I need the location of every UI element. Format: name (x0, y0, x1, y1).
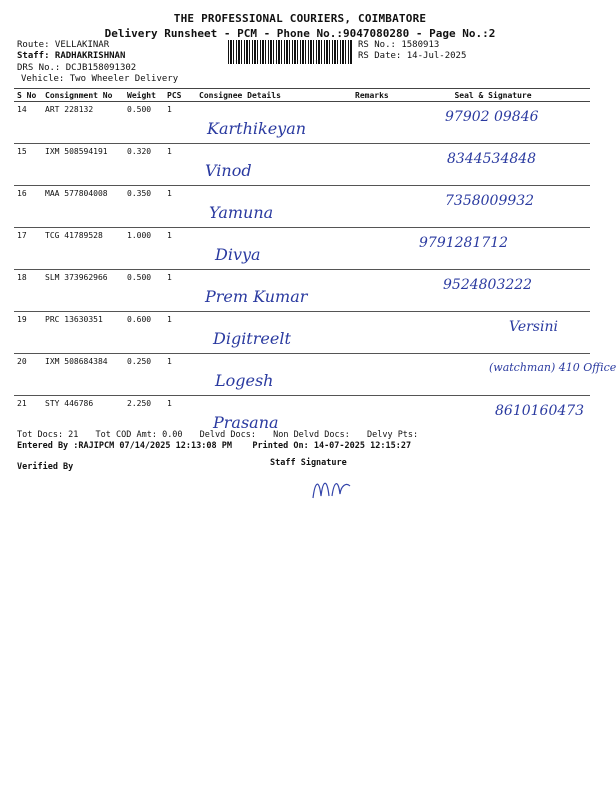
totals-line (17, 430, 430, 440)
table-row (14, 144, 590, 186)
staff-signature-label: Staff Signature (270, 458, 347, 468)
row-weight: 0.250 (124, 354, 164, 396)
row-pcs: 1 (164, 102, 196, 144)
row-pcs: 1 (164, 144, 196, 186)
row-weight: 0.500 (124, 102, 164, 144)
verified-by-label: Verified By (17, 462, 74, 472)
row-consignment-no: ART 228132 (42, 102, 124, 144)
row-pcs: 1 (164, 354, 196, 396)
row-signature-handwritten: 8344534848 (447, 151, 537, 167)
row-pcs: 1 (164, 312, 196, 354)
row-pcs: 1 (164, 270, 196, 312)
row-weight: 2.250 (127, 399, 152, 408)
delivered-docs: Delvd Docs: (199, 430, 256, 440)
row-consignment-no: IXM 508594191 (42, 144, 124, 186)
table-row (14, 270, 590, 312)
row-consignment-no: PRC 13630351 (42, 312, 124, 354)
row-weight: 0.320 (124, 144, 164, 186)
row-consignee-handwritten: Digitreelt (213, 329, 291, 348)
row-weight: 0.500 (124, 270, 164, 312)
row-sno: 21 (17, 399, 27, 408)
runsheet-table (14, 88, 616, 437)
route-label: Route: VELLAKINAR (17, 40, 110, 50)
col-pcs: PCS (164, 89, 196, 102)
row-weight: 0.350 (124, 186, 164, 228)
row-sno: 15 (14, 144, 42, 186)
row-signature-handwritten: (watchman) 410 Office (489, 361, 616, 374)
col-remarks: Remarks (352, 89, 396, 102)
row-consignment-no: STY 446786 (45, 399, 94, 408)
row-signature-handwritten: 9524803222 (443, 277, 533, 293)
staff-signature-mark (310, 472, 360, 504)
rs-date: RS Date: 14-Jul-2025 (358, 51, 467, 61)
row-signature-handwritten: 97902 09846 (445, 109, 539, 125)
table-row (14, 354, 590, 396)
table-row (14, 312, 590, 354)
non-delivered-docs: Non Delvd Docs: (273, 430, 350, 440)
rs-number: RS No.: 1580913 (358, 40, 440, 50)
delivery-points: Delvy Pts: (366, 430, 419, 440)
row-pcs: 1 (167, 399, 172, 408)
entry-info-line (17, 441, 411, 451)
table-row (14, 228, 590, 270)
row-weight: 0.600 (124, 312, 164, 354)
row-consignee-handwritten: Divya (215, 245, 261, 264)
row-signature-handwritten: 8610160473 (495, 403, 585, 419)
col-consignee: Consignee Details (196, 89, 352, 102)
row-sno: 19 (14, 312, 42, 354)
row-consignee-handwritten: Prem Kumar (205, 287, 308, 306)
row-weight: 1.000 (124, 228, 164, 270)
col-signature: Seal & Signature (396, 89, 590, 102)
row-pcs: 1 (164, 228, 196, 270)
row-sno: 20 (14, 354, 42, 396)
row-consignment-no: TCG 41789528 (42, 228, 124, 270)
row-signature-handwritten: 9791281712 (419, 235, 509, 251)
row-signature-handwritten: 7358009932 (445, 193, 535, 209)
row-pcs: 1 (164, 186, 196, 228)
row-consignment-no: SLM 373962966 (42, 270, 124, 312)
total-cod-amount: Tot COD Amt: 0.00 (95, 430, 183, 440)
row-sno: 16 (14, 186, 42, 228)
row-sno: 14 (14, 102, 42, 144)
row-consignee-handwritten: Yamuna (209, 203, 274, 222)
row-consignee-handwritten: Karthikeyan (207, 119, 307, 138)
table-header-row (14, 89, 590, 102)
barcode-image (228, 40, 352, 64)
col-weight: Weight (124, 89, 164, 102)
col-sno: S No (14, 89, 42, 102)
total-docs: Tot Docs: 21 (17, 430, 79, 440)
row-signature-handwritten: Versini (509, 319, 558, 335)
staff-label: Staff: RADHAKRISHNAN (17, 51, 126, 61)
table-row (14, 186, 590, 228)
runsheet-subtitle: Delivery Runsheet - PCM - Phone No.:9047080280 - Page No.:2 (104, 27, 496, 40)
row-sno: 18 (14, 270, 42, 312)
entered-by: Entered By :RAJIPCM 07/14/2025 12:13:08 PM (17, 441, 232, 451)
vehicle-label: Vehicle: Two Wheeler Delivery (21, 74, 179, 84)
table-row (14, 102, 590, 144)
row-consignee-handwritten: Prasana (213, 413, 279, 432)
company-title: THE PROFESSIONAL COURIERS, COIMBATORE (173, 12, 427, 25)
row-consignee-handwritten: Vinod (205, 161, 252, 180)
row-consignee-handwritten: Logesh (215, 371, 274, 390)
row-consignment-no: MAA 577804008 (42, 186, 124, 228)
col-consignment: Consignment No (42, 89, 124, 102)
row-consignment-no: IXM 508684384 (42, 354, 124, 396)
printed-on: Printed On: 14-07-2025 12:15:27 (252, 441, 412, 451)
row-sno: 17 (14, 228, 42, 270)
drs-number: DRS No.: DCJB158091302 (17, 63, 137, 73)
